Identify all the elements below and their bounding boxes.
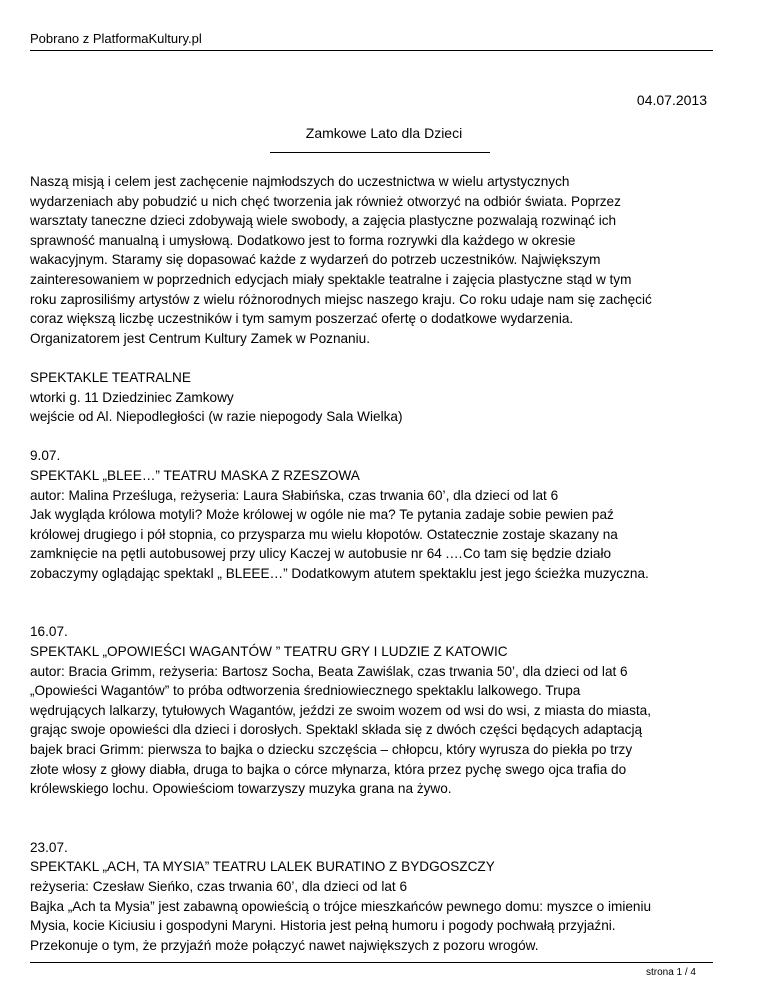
event-title: SPEKTAKL „OPOWIEŚCI WAGANTÓW ” TEATRU GRY I LUDZIE Z KATOWIC: [30, 644, 508, 660]
text-line: zamknięcie na pętli autobusowej przy ulicy Kaczej w autobusie nr 64 .…Co tam się będzie działo: [30, 546, 612, 562]
text-line: wydarzeniach aby pobudzić u nich chęć tworzenia jak również otworzyć na odbiór świata. Poprzez: [30, 193, 621, 209]
download-source: Pobrano z PlatformaKultury.pl: [30, 31, 202, 46]
event-block: [30, 446, 720, 583]
text-line: autor: Malina Prześluga, reżyseria: Laura Słabińska, czas trwania 60’, dla dzieci od lat 6: [30, 487, 559, 503]
text-line: coraz większą liczbę uczestników i tym samym poszerzać ofertę o dodatkowe wydarzenia.: [30, 311, 574, 327]
section-title: SPEKTAKLE TEATRALNE: [30, 369, 191, 385]
text-line: roku zaprosiliśmy artystów z wielu różnorodnych miejsc naszego kraju. Co roku udaje nam się zachęcić: [30, 291, 652, 307]
event-date: 23.07.: [30, 839, 68, 855]
text-line: Bajka „Ach ta Mysia” jest zabawną opowieścią o trójce mieszkańców pewnego domu: myszce o imieniu: [30, 898, 652, 914]
text-line: zobaczymy oglądając spektakl „ BLEEE…” Dodatkowym atutem spektaklu jest jego ścieżka muzyczna.: [30, 565, 649, 581]
event-title: SPEKTAKL „ACH, TA MYSIA” TEATRU LALEK BURATINO Z BYDGOSZCZY: [30, 859, 495, 875]
footer-divider: [30, 962, 713, 963]
text-line: królowej drugiego i pół stopnia, co przysparza mu wielu kłopotów. Ostatecznie zostaje skazany na: [30, 526, 618, 542]
text-line: warsztaty taneczne dzieci zdobywają wiele swobody, a zajęcia plastyczne pozwalają rozwinąć ich: [30, 213, 617, 229]
text-line: Mysia, kocie Kiciusiu i gospodyni Maryni. Historia jest pełną humoru i pogody pochwałą przyjaźni.: [30, 918, 616, 934]
text-line: zainteresowaniem w poprzednich edycjach miały spektakle teatralne i zajęcia plastyczne stąd w tym: [30, 271, 632, 287]
document-date: 04.07.2013: [636, 92, 707, 108]
text-line: złote włosy z głowy diabła, druga to bajka o córce młynarza, która przez pychę swego ojca trafia do: [30, 761, 627, 777]
event-block: [30, 838, 720, 956]
section-schedule: wtorki g. 11 Dziedziniec Zamkowy: [30, 389, 234, 405]
page-number: strona 1 / 4: [645, 967, 696, 978]
event-date: 16.07.: [30, 624, 68, 640]
section-entrance: wejście od Al. Niepodległości (w razie niepogody Sala Wielka): [30, 409, 403, 425]
text-line: bajek braci Grimm: pierwsza to bajka o dziecku szczęścia – chłopcu, który wyrusza do piekła po trzy: [30, 742, 633, 758]
document-title: Zamkowe Lato dla Dzieci: [305, 125, 463, 141]
text-line: królewskiego lochu. Opowieściom towarzyszy muzyka grana na żywo.: [30, 781, 452, 797]
intro-paragraph: [30, 172, 720, 348]
text-line: Naszą misją i celem jest zachęcenie najmłodszych do uczestnictwa w wielu artystycznych: [30, 174, 570, 189]
section-header: [30, 368, 720, 427]
text-line: wędrujących lalkarzy, tytułowych Wagantów, jeździ ze swoim wozem od wsi do wsi, z miasta do miasta,: [30, 702, 652, 718]
header-divider: [30, 50, 713, 51]
document-body: [30, 172, 720, 955]
text-line: Organizatorem jest Centrum Kultury Zamek w Poznaniu.: [30, 330, 370, 346]
title-underline: [270, 152, 490, 153]
text-line: wakacyjnym. Staramy się dopasować każde z wydarzeń do potrzeb uczestników. Największym: [30, 252, 601, 268]
text-line: „Opowieści Wagantów” to próba odtworzenia średniowiecznego spektaklu lalkowego. Trupa: [30, 683, 581, 699]
text-line: Przekonuje o tym, że przyjaźń może połączyć nawet największych z pozoru wrogów.: [30, 937, 539, 953]
text-line: Jak wygląda królowa motyli? Może królowej w ogóle nie ma? Te pytania zadaje sobie pewien paź: [30, 507, 614, 523]
text-line: autor: Bracia Grimm, reżyseria: Bartosz Socha, Beata Zawiślak, czas trwania 50’, dla dzieci od lat 6: [30, 663, 628, 679]
event-title: SPEKTAKL „BLEE…” TEATRU MASKA Z RZESZOWA: [30, 467, 360, 483]
text-line: grając swoje opowieści dla dzieci i dorosłych. Spektakl składa się z dwóch części będących adaptacją: [30, 722, 643, 738]
text-line: reżyseria: Czesław Sieńko, czas trwania 60’, dla dzieci od lat 6: [30, 879, 408, 894]
event-block: [30, 622, 720, 798]
text-line: sprawność manualną i umysłową. Dodatkowo jest to forma rozrywki dla każdego w okresie: [30, 232, 576, 248]
event-date: 9.07.: [30, 448, 61, 464]
